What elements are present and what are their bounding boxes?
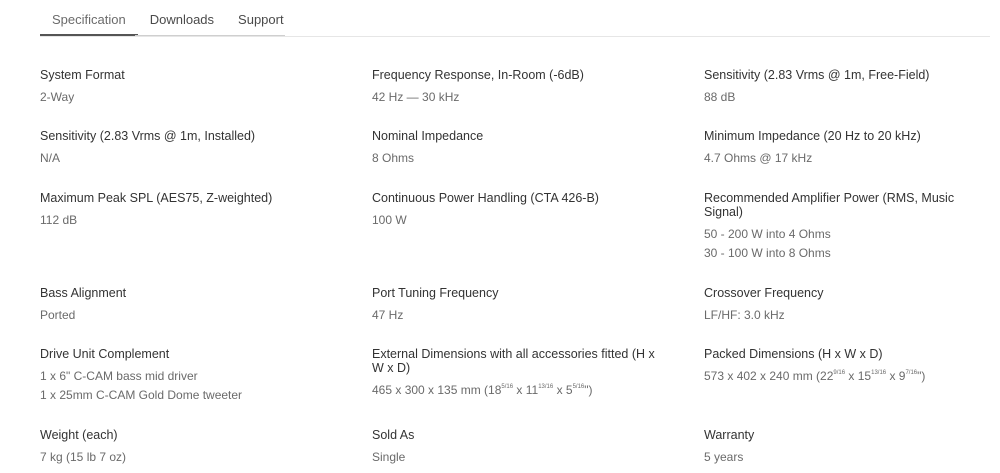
spec-packed-dimensions [704, 347, 994, 386]
tab-specification[interactable]: Specification [40, 0, 138, 36]
spec-label: External Dimensions with all accessories fitted (H x W x D) [372, 347, 655, 375]
spec-label: Bass Alignment [40, 286, 127, 300]
spec-system-format [40, 68, 330, 107]
spec-weight [40, 428, 330, 467]
spec-recommended-amplifier-power [704, 191, 964, 263]
spec-value: 573 x 402 x 240 mm ($22^{9/16}$ x $15^{13/16}$ x $9^{7/16}$") [704, 369, 926, 383]
spec-value: N/A [40, 151, 61, 165]
spec-value: Ported [40, 308, 76, 322]
spec-value: 465 x 300 x 135 mm ($18^{5/16}$ x $11^{13/16}$ x $5^{5/16}$") [372, 383, 593, 397]
spec-label: Nominal Impedance [372, 129, 484, 143]
spec-sensitivity-free-field [704, 68, 994, 107]
spec-nominal-impedance [372, 129, 662, 168]
spec-label: Continuous Power Handling (CTA 426-B) [372, 191, 599, 205]
spec-label: Warranty [704, 428, 755, 442]
spec-max-peak-spl [40, 191, 330, 230]
spec-label: Frequency Response, In-Room (-6dB) [372, 68, 584, 82]
spec-value: 1 x 25mm C-CAM Gold Dome tweeter [40, 388, 243, 402]
spec-value: 5 years [704, 450, 744, 464]
spec-value: LF/HF: 3.0 kHz [704, 308, 785, 322]
spec-label: Sensitivity (2.83 Vrms @ 1m, Installed) [40, 129, 256, 143]
spec-value: 30 - 100 W into 8 Ohms [704, 246, 831, 260]
spec-value: 112 dB [40, 213, 78, 227]
spec-sold-as [372, 428, 662, 467]
spec-label: Crossover Frequency [704, 286, 824, 300]
spec-value: 47 Hz [372, 308, 404, 322]
spec-label: Sold As [372, 428, 415, 442]
spec-value: 8 Ohms [372, 151, 415, 165]
spec-value: 2-Way [40, 90, 75, 104]
spec-sensitivity-installed [40, 129, 330, 168]
spec-label: Recommended Amplifier Power (RMS, Music Signal) [704, 191, 955, 219]
spec-port-tuning-frequency [372, 286, 662, 325]
spec-value: 4.7 Ohms @ 17 kHz [704, 151, 813, 165]
spec-label: Maximum Peak SPL (AES75, Z-weighted) [40, 191, 273, 205]
spec-label: System Format [40, 68, 125, 82]
spec-value: 42 Hz — 30 kHz [372, 90, 460, 104]
specification-grid [40, 0, 1000, 473]
spec-frequency-response [372, 68, 662, 107]
tab-downloads[interactable]: Downloads [149, 12, 215, 27]
spec-minimum-impedance [704, 129, 994, 168]
tab-support[interactable]: Support [238, 12, 284, 27]
spec-warranty [704, 428, 994, 467]
spec-label: Drive Unit Complement [40, 347, 170, 361]
spec-crossover-frequency [704, 286, 994, 325]
spec-value: Single [372, 450, 406, 464]
spec-value: 7 kg (15 lb 7 oz) [40, 450, 127, 464]
spec-value: 100 W [372, 213, 407, 227]
spec-label: Minimum Impedance (20 Hz to 20 kHz) [704, 129, 921, 143]
spec-value: 88 dB [704, 90, 736, 104]
spec-bass-alignment [40, 286, 330, 325]
spec-drive-unit-complement [40, 347, 330, 405]
spec-label: Weight (each) [40, 428, 118, 442]
spec-label: Packed Dimensions (H x W x D) [704, 347, 883, 361]
spec-value: 1 x 6" C-CAM bass mid driver [40, 369, 198, 383]
spec-external-dimensions [372, 347, 664, 400]
spec-value: 50 - 200 W into 4 Ohms [704, 227, 831, 241]
spec-label: Sensitivity (2.83 Vrms @ 1m, Free-Field) [704, 68, 930, 82]
spec-power-handling [372, 191, 662, 230]
spec-label: Port Tuning Frequency [372, 286, 499, 300]
